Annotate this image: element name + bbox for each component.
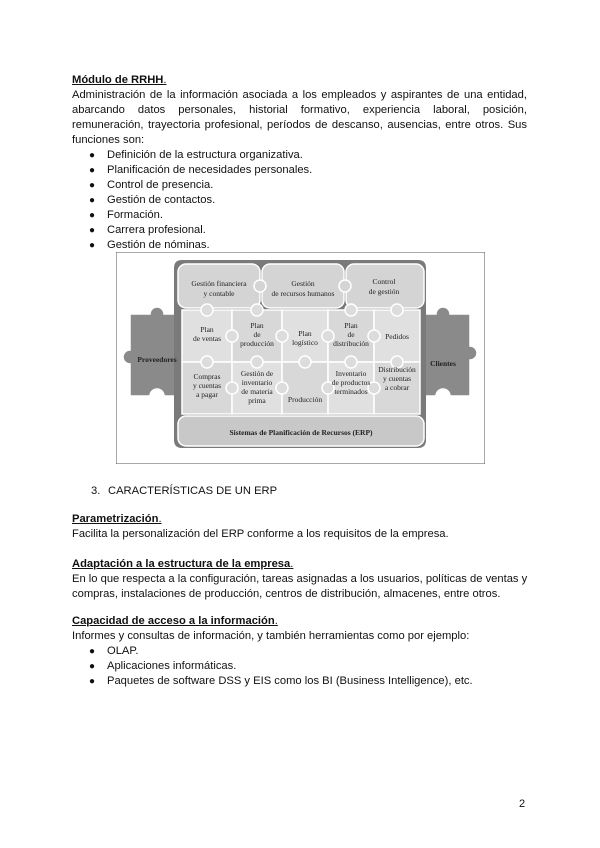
list-item: ● Paquetes de software DSS y EIS como los BI (Business Intelligence), etc.: [89, 675, 473, 687]
adaptacion-text: En lo que respecta a la configuración, tareas asignadas a los usuarios, políticas de ventas y compras, instalaciones de producción, centros de distribución, almacenes, entre otros.: [72, 573, 528, 600]
label-erp-bottom: Sistemas de Planificación de Recursos (ERP): [229, 428, 373, 437]
label-distribucion-cobrar-1: Distribución: [378, 365, 416, 374]
produccion-piece: [282, 362, 328, 414]
label-plan-distribucion-1: Plan: [344, 321, 358, 330]
section-number: 3.: [91, 485, 101, 497]
label-inventario-mp-4: prima: [248, 396, 266, 405]
label-plan-ventas-2: de ventas: [192, 334, 222, 343]
label-pedidos: Pedidos: [385, 332, 409, 341]
control-gestion-piece: [346, 264, 424, 308]
label-inventario-pt-1: Inventario: [335, 369, 367, 378]
label-gestion-rrhh-1: Gestión: [291, 279, 315, 288]
label-plan-produccion-1: Plan: [250, 321, 264, 330]
label-plan-logistico-1: Plan: [298, 329, 312, 338]
adaptacion-heading: [72, 557, 293, 572]
label-produccion: Producción: [287, 395, 323, 404]
label-distribucion-cobrar-3: a cobrar: [384, 383, 410, 392]
bullet-icon: ●: [89, 676, 96, 687]
bullet-icon: ●: [89, 646, 96, 657]
label-inventario-pt-2: de productos: [331, 378, 371, 387]
bullet-icon: ●: [89, 195, 96, 206]
acceso-title-suffix: .: [274, 615, 278, 627]
rrhh-title: Módulo de RRHH: [72, 74, 164, 86]
label-inventario-pt-3: terminados: [334, 387, 368, 396]
label-control-gestion-1: Control: [372, 277, 396, 286]
bullet-icon: ●: [89, 225, 96, 236]
rrhh-functions-list: [72, 148, 532, 253]
list-item: ● Carrera profesional.: [89, 224, 206, 236]
label-plan-distribucion-3: distribución: [333, 339, 369, 348]
bullet-icon: ●: [89, 661, 96, 672]
bullet-icon: ●: [89, 240, 96, 251]
label-plan-ventas-1: Plan: [200, 325, 214, 334]
page-number: 2: [519, 798, 526, 810]
rrhh-title-suffix: .: [163, 74, 167, 86]
acceso-title: Capacidad de acceso a la información: [72, 615, 275, 627]
label-inventario-mp-1: Gestión de: [240, 369, 274, 378]
label-plan-logistico-2: logístico: [292, 338, 318, 347]
rrhh-paragraph: Administración de la información asociada a los empleados y aspirantes de una entidad, abarcando datos personales, historial formativo, experiencia laboral, posición, remuneración, trayectoria profesional, períodos de descanso, ausencias, entre otros. Sus funciones son:: [72, 89, 527, 146]
list-item: ● Definición de la estructura organizativa.: [89, 149, 303, 161]
parametrizacion-title-suffix: .: [158, 513, 162, 525]
label-plan-produccion-2: de: [253, 330, 261, 339]
list-item: ● Formación.: [89, 209, 163, 221]
acceso-text: Informes y consultas de información, y también herramientas como por ejemplo:: [72, 630, 470, 642]
list-item: ● Gestión de contactos.: [89, 194, 216, 206]
bullet-icon: ●: [89, 180, 96, 191]
rrhh-heading: [72, 73, 166, 88]
label-plan-produccion-3: producción: [240, 339, 274, 348]
list-item: ● Aplicaciones informáticas.: [89, 660, 237, 672]
connector-icon: [339, 280, 351, 292]
label-inventario-mp-2: inventario: [241, 378, 273, 387]
label-proveedores: Proveedores: [137, 355, 177, 364]
label-compras-2: y cuentas: [192, 381, 222, 390]
connector-icon: [254, 280, 266, 292]
label-gestion-rrhh-2: de recursos humanos: [271, 289, 335, 298]
adaptacion-title-suffix: .: [290, 558, 294, 570]
section-title: CARACTERÍSTICAS DE UN ERP: [108, 485, 278, 497]
label-inventario-mp-3: de materia: [241, 387, 273, 396]
parametrizacion-text: Facilita la personalización del ERP conforme a los requisitos de la empresa.: [72, 528, 449, 540]
bullet-icon: ●: [89, 165, 96, 176]
label-plan-distribucion-2: de: [347, 330, 355, 339]
section-3-heading: [91, 484, 277, 499]
label-clientes: Clientes: [430, 359, 456, 368]
list-item: ● OLAP.: [89, 645, 139, 657]
list-item: ● Planificación de necesidades personales.: [89, 164, 313, 176]
bullet-icon: ●: [89, 150, 96, 161]
list-item: ● Gestión de nóminas.: [89, 239, 210, 251]
label-gestion-financiera-2: y contable: [203, 289, 235, 298]
list-item: ● Control de presencia.: [89, 179, 214, 191]
parametrizacion-title: Parametrización: [72, 513, 159, 525]
label-control-gestion-2: de gestión: [368, 287, 400, 296]
adaptacion-title: Adaptación a la estructura de la empresa: [72, 558, 291, 570]
acceso-items-list: [72, 644, 532, 689]
erp-puzzle-figure: [116, 252, 485, 464]
label-distribucion-cobrar-2: y cuentas: [382, 374, 412, 383]
parametrizacion-heading: [72, 512, 162, 527]
acceso-heading: [72, 614, 278, 629]
label-compras-3: a pagar: [196, 390, 218, 399]
label-gestion-financiera-1: Gestión financiera: [191, 279, 247, 288]
erp-puzzle-svg: [116, 252, 485, 464]
label-compras-1: Compras: [193, 372, 221, 381]
bullet-icon: ●: [89, 210, 96, 221]
